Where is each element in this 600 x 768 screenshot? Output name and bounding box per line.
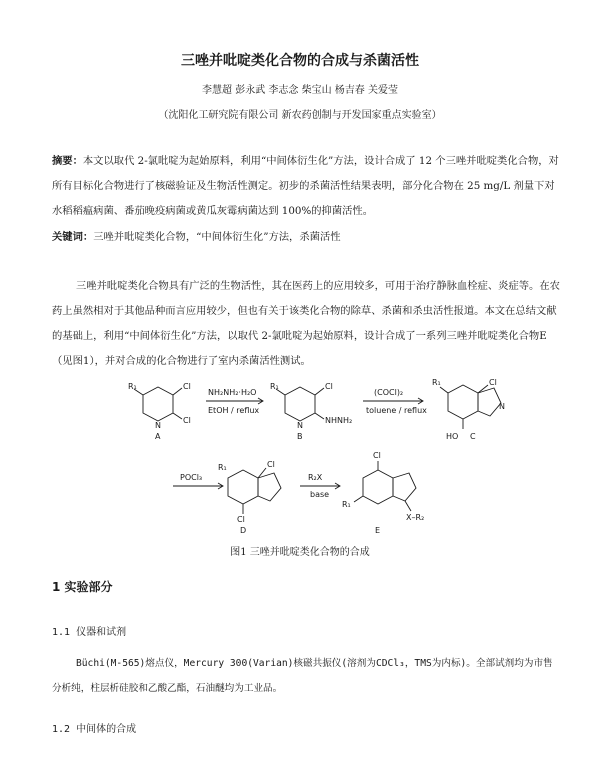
reagent-2-bottom: toluene / reflux <box>366 406 427 415</box>
compound-a-cl-bottom: Cl <box>183 416 191 425</box>
compound-e-r1: R₁ <box>342 500 351 509</box>
compound-a-r1: R₁ <box>128 382 137 391</box>
label-e: E <box>375 526 381 535</box>
keywords-text: 三唑并吡啶类化合物，“中间体衍生化”方法，杀菌活性 <box>93 231 341 243</box>
reagent-4-bottom: base <box>310 490 330 499</box>
instruments-paragraph: Büchi(M-565)熔点仪，Mercury 300(Varian)核磁共振仪(溶剂为CDCl₃，TMS为内标)。全部试剂均为市售分析纯，柱层析硅胶和乙酸乙酯，石油醚均为工业品。 <box>52 658 553 694</box>
compound-a-ring <box>143 387 173 421</box>
compound-c-ring5 <box>478 388 501 416</box>
label-b: B <box>297 432 303 441</box>
compound-b-nhnh2: NHNH₂ <box>325 416 353 425</box>
abstract <box>52 149 562 224</box>
paper-title: 三唑并吡啶类化合物的合成与杀菌活性 <box>181 53 419 69</box>
subsection-heading-intermediates: 1.2 中间体的合成 <box>52 724 137 735</box>
compound-d-cl-top: Cl <box>267 460 275 469</box>
synthesis-scheme <box>128 373 548 538</box>
keywords <box>52 225 562 250</box>
reagent-2-top: (COCl)₂ <box>374 388 404 397</box>
compound-e-cl: Cl <box>373 451 381 460</box>
compound-e-ring6 <box>363 470 393 504</box>
subsection-heading-instruments: 1.1 仪器和试剂 <box>52 627 127 638</box>
abstract-text: 本文以取代 2-氯吡啶为起始原料，利用“中间体衍生化”方法，设计合成了 12 个三唑并吡啶类化合物，对所有目标化合物进行了核磁验证及生物活性测定。初步的杀菌活性结果表明，部分化合物在 25 mg/L 剂量下对水稻稻瘟病菌、番茄晚疫病菌或黄瓜灰霉病菌达到 100%的抑菌活性。 <box>52 155 559 217</box>
reagent-3: POCl₃ <box>180 473 203 482</box>
keywords-label: 关键词： <box>52 231 94 243</box>
compound-e-x-r2: X–R₂ <box>406 513 425 522</box>
compound-a-cl-top: Cl <box>183 382 191 391</box>
reagent-1-top: NH₂NH₂·H₂O <box>208 388 257 397</box>
label-c: C <box>470 432 476 441</box>
reagent-1-bottom: EtOH / reflux <box>208 406 260 415</box>
compound-c-n: N <box>499 402 505 411</box>
compound-b-cl: Cl <box>325 382 333 391</box>
compound-a-n: N <box>155 421 161 430</box>
compound-c-r1: R₁ <box>432 378 441 387</box>
intro-paragraph: 三唑并吡啶类化合物具有广泛的生物活性，其在医药上的应用较多，可用于治疗静脉血栓症、炎症等。在农药上虽然相对于其他品种而言应用较少，但也有关于该类化合物的除草、杀菌和杀虫活性报道。本文在总结文献的基础上，利用“中间体衍生化”方法，以取代 2-氯吡啶为起始原料，设计合成了一系列三唑并吡啶类化合物E（见图1），并对合成的化合物进行了室内杀菌活性测试。 <box>52 280 560 367</box>
compound-b-n: N <box>297 421 303 430</box>
compound-d-ring6 <box>228 470 258 504</box>
reagent-4-top: R₂X <box>308 473 323 482</box>
compound-c-ring6 <box>448 385 478 419</box>
author-list: 李慧超 彭永武 李志念 柴宝山 杨吉春 关爱莹 <box>202 85 398 96</box>
compound-b-r1: R₁ <box>270 382 279 391</box>
compound-c-cl: Cl <box>489 378 497 387</box>
compound-e-ring5 <box>393 473 416 501</box>
compound-d-r1: R₁ <box>218 463 227 472</box>
compound-d-cl-bottom: Cl <box>237 515 245 524</box>
abstract-label: 摘要： <box>52 155 83 167</box>
section-heading-experimental: 1 实验部分 <box>52 580 113 594</box>
label-a: A <box>155 432 161 441</box>
compound-c-ho: HO <box>446 432 459 441</box>
figure-caption: 图1 三唑并吡啶类化合物的合成 <box>230 547 370 558</box>
compound-d-ring5 <box>258 473 281 501</box>
label-d: D <box>240 526 247 535</box>
affiliation: （沈阳化工研究院有限公司 新农药创制与开发国家重点实验室） <box>158 110 442 121</box>
compound-b-ring <box>285 387 315 421</box>
